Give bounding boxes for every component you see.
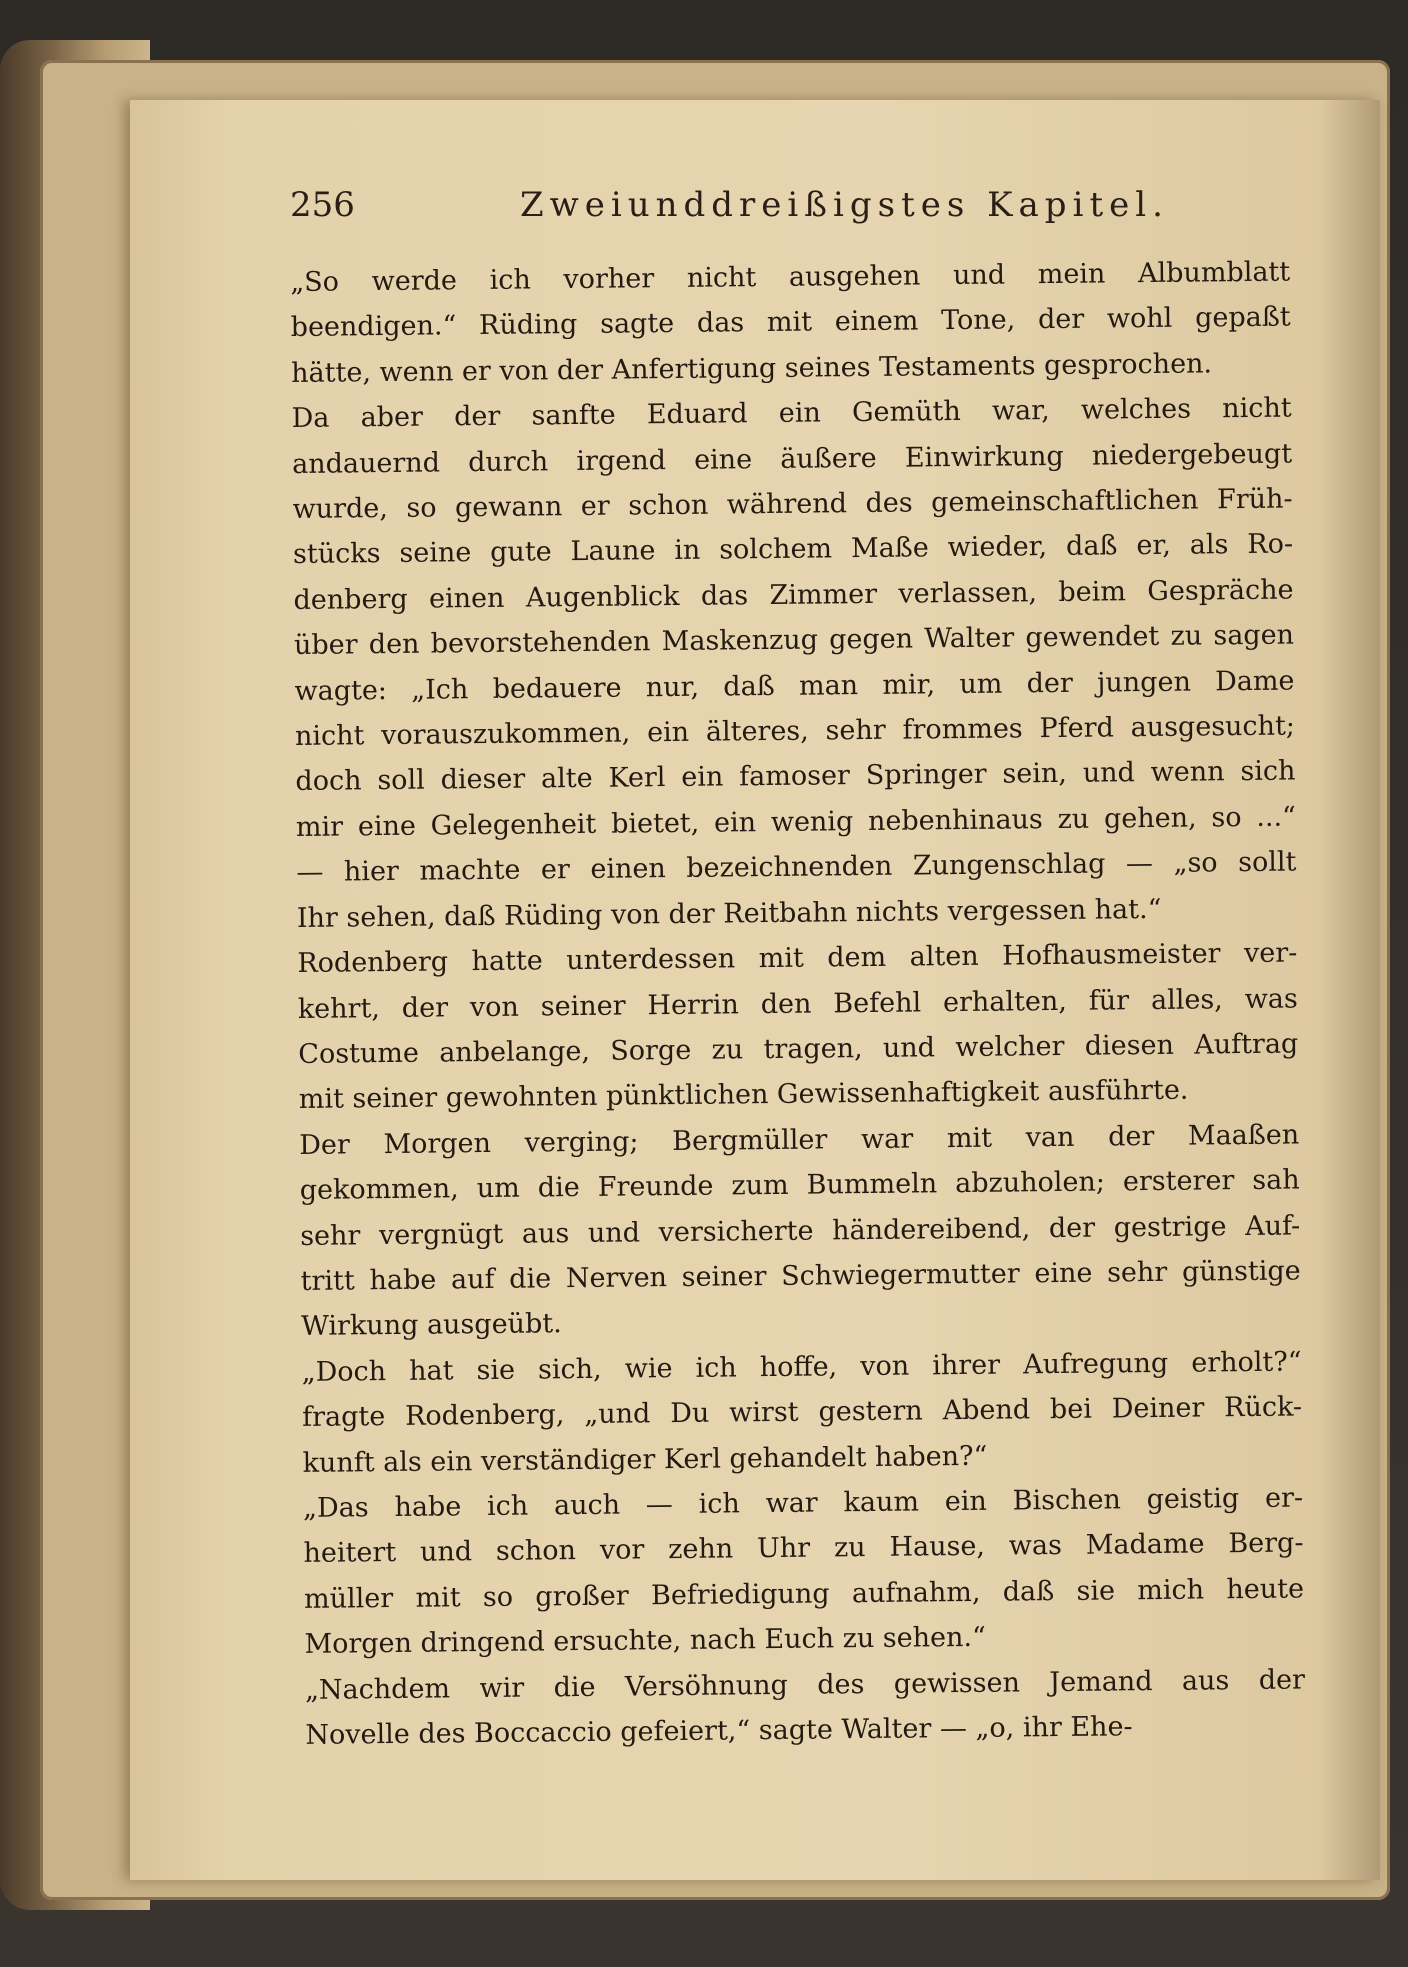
running-head: Zweiunddreißigstes Kapitel. [520, 185, 1169, 225]
text-line: Da aber der sanfte Eduard ein Gemüth war, welches nicht [291, 392, 1292, 435]
text-line: gekommen, um die Freunde zum Bummeln abzuholen; ersterer sah [299, 1164, 1300, 1207]
paragraph [299, 1112, 1301, 1349]
paragraph [291, 386, 1297, 941]
text-line: „Nachdem wir die Versöhnung des gewissen Jemand aus der [304, 1664, 1306, 1706]
text-line: mit seiner gewohnten pünktlichen Gewissenhaftigkeit ausführte. [298, 1074, 1189, 1116]
text-line: beendigen.“ Rüding sagte das mit einem Tone, der wohl gepaßt [290, 301, 1291, 344]
paragraph [305, 1657, 1306, 1758]
text-line: tritt habe auf die Nerven seiner Schwiegermutter eine sehr günstige [300, 1255, 1301, 1297]
text-line: „So werde ich vorher nicht ausgehen und mein Albumblatt [290, 256, 1291, 298]
text-line: hätte, wenn er von der Anfertigung seines Testaments gesprochen. [291, 348, 1213, 389]
text-line: denberg einen Augenblick das Zimmer verlassen, beim Gespräche [293, 574, 1294, 616]
text-line: Morgen dringend ersuchte, nach Euch zu sehen.“ [304, 1621, 986, 1661]
text-line: „Das habe ich auch — ich war kaum ein Bischen geistig er- [302, 1482, 1304, 1524]
text-line: fragte Rodenberg, „und Du wirst gestern Abend bei Deiner Rück- [301, 1391, 1303, 1434]
text-line: doch soll dieser alte Kerl ein famoser Springer sein, und wenn sich [295, 755, 1296, 798]
page-header [290, 185, 1190, 245]
text-line: wurde, so gewann er schon während des gemeinschaftlichen Früh- [292, 483, 1293, 526]
paragraph [303, 1475, 1305, 1667]
text-line: kehrt, der von seiner Herrin den Befehl erhalten, für alles, was [297, 982, 1298, 1025]
page-number: 256 [290, 185, 355, 225]
text-line: Der Morgen verging; Bergmüller war mit van der Maaßen [299, 1119, 1300, 1161]
text-line: heitert und schon vor zehn Uhr zu Hause, was Madame Berg- [303, 1527, 1304, 1570]
text-line: Rodenberg hatte unterdessen mit dem alten Hofhausmeister ver- [297, 937, 1298, 980]
text-line: Ihr sehen, daß Rüding von der Reitbahn nichts vergessen hat.“ [296, 893, 1162, 934]
text-line: Costume anbelange, Sorge zu tragen, und welcher diesen Auftrag [298, 1028, 1299, 1070]
text-line: sehr vergnügt aus und versicherte händereibend, der gestrige Auf- [300, 1210, 1301, 1252]
text-line: kunft als ein verständiger Kerl gehandelt haben?“ [302, 1440, 988, 1479]
text-line: „Doch hat sie sich, wie ich hoffe, von ihrer Aufregung erholt?“ [301, 1346, 1302, 1388]
text-line: andauernd durch irgend eine äußere Einwirkung niedergebeugt [291, 438, 1293, 480]
paragraph [290, 250, 1291, 397]
page-shadow [1320, 100, 1380, 1880]
text-line: stücks seine gute Laune in solchem Maße wieder, daß er, als Ro- [292, 528, 1294, 571]
text-line: Novelle des Boccaccio gefeiert,“ sagte Walter — „o, ihr Ehe- [305, 1711, 1133, 1751]
paragraph [297, 931, 1299, 1123]
text-line: wagte: „Ich bedauere nur, daß man mir, um der jungen Dame [294, 665, 1295, 707]
text-line: über den bevorstehenden Maskenzug gegen Walter gewendet zu sagen [293, 619, 1295, 662]
paragraph [301, 1339, 1302, 1486]
book-page [130, 100, 1380, 1880]
text-line: mir eine Gelegenheit bietet, ein wenig nebenhinaus zu gehen, so ...“ [295, 801, 1297, 843]
text-line: Wirkung ausgeübt. [301, 1308, 562, 1343]
text-line: — hier machte er einen bezeichnenden Zungenschlag — „so sollt [296, 846, 1297, 889]
body-text [290, 250, 1306, 1759]
text-line: nicht vorauszukommen, ein älteres, sehr frommes Pferd ausgesucht; [294, 710, 1296, 753]
text-line: müller mit so großer Befriedigung aufnahm, daß sie mich heute [303, 1573, 1305, 1615]
